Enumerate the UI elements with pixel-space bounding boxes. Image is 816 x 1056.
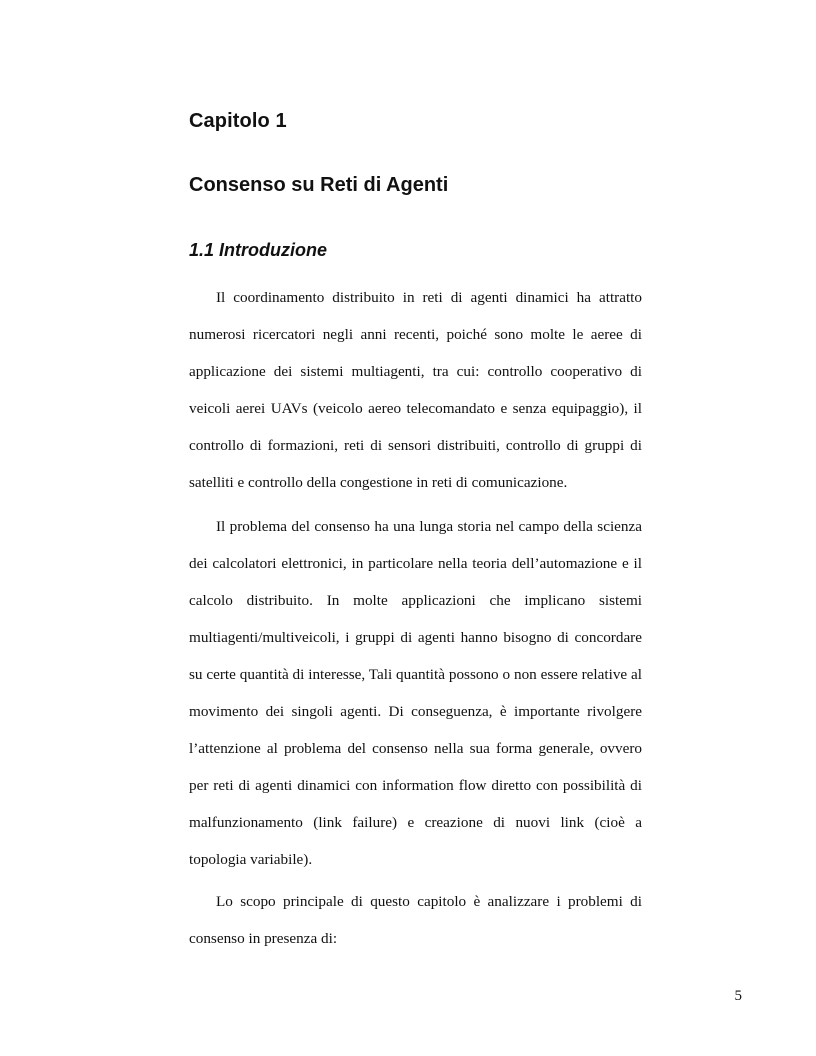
page-number: 5 <box>734 988 742 1004</box>
paragraph-2: Il problema del consenso ha una lunga storia nel campo della scienza dei calcolatori elettronici, in particolare nella teoria dell’automazione e il calcolo distribuito. In molte applicazioni che implicano sistemi multiagenti/multiveicoli, i gruppi di agenti hanno bisogno di concordare su certe quantità di interesse, Tali quantità possono o non essere relative al movimento dei singoli agenti. Di conseguenza, è importante rivolgere l’attenzione al problema del consenso nella sua forma generale, ovvero per reti di agenti dinamici con information flow diretto con possibilità di malfunzionamento (link failure) e creazione di nuovi link (cioè a topologia variabile). <box>189 518 642 868</box>
paragraph-3: Lo scopo principale di questo capitolo è analizzare i problemi di consenso in presenza di: <box>189 893 642 947</box>
section-title: 1.1 Introduzione <box>189 240 328 260</box>
paragraph-1: Il coordinamento distribuito in reti di agenti dinamici ha attratto numerosi ricercatori negli anni recenti, poiché sono molte le aeree di applicazione dei sistemi multiagenti, tra cui: controllo cooperativo di veicoli aerei UAVs (veicolo aereo telecomandato e senza equipaggio), il controllo di formazioni, reti di sensori distribuiti, controllo di gruppi di satelliti e controllo della congestione in reti di comunicazione. <box>189 289 642 491</box>
chapter-label: Capitolo 1 <box>189 110 287 132</box>
chapter-title: Consenso su Reti di Agenti <box>189 174 449 196</box>
